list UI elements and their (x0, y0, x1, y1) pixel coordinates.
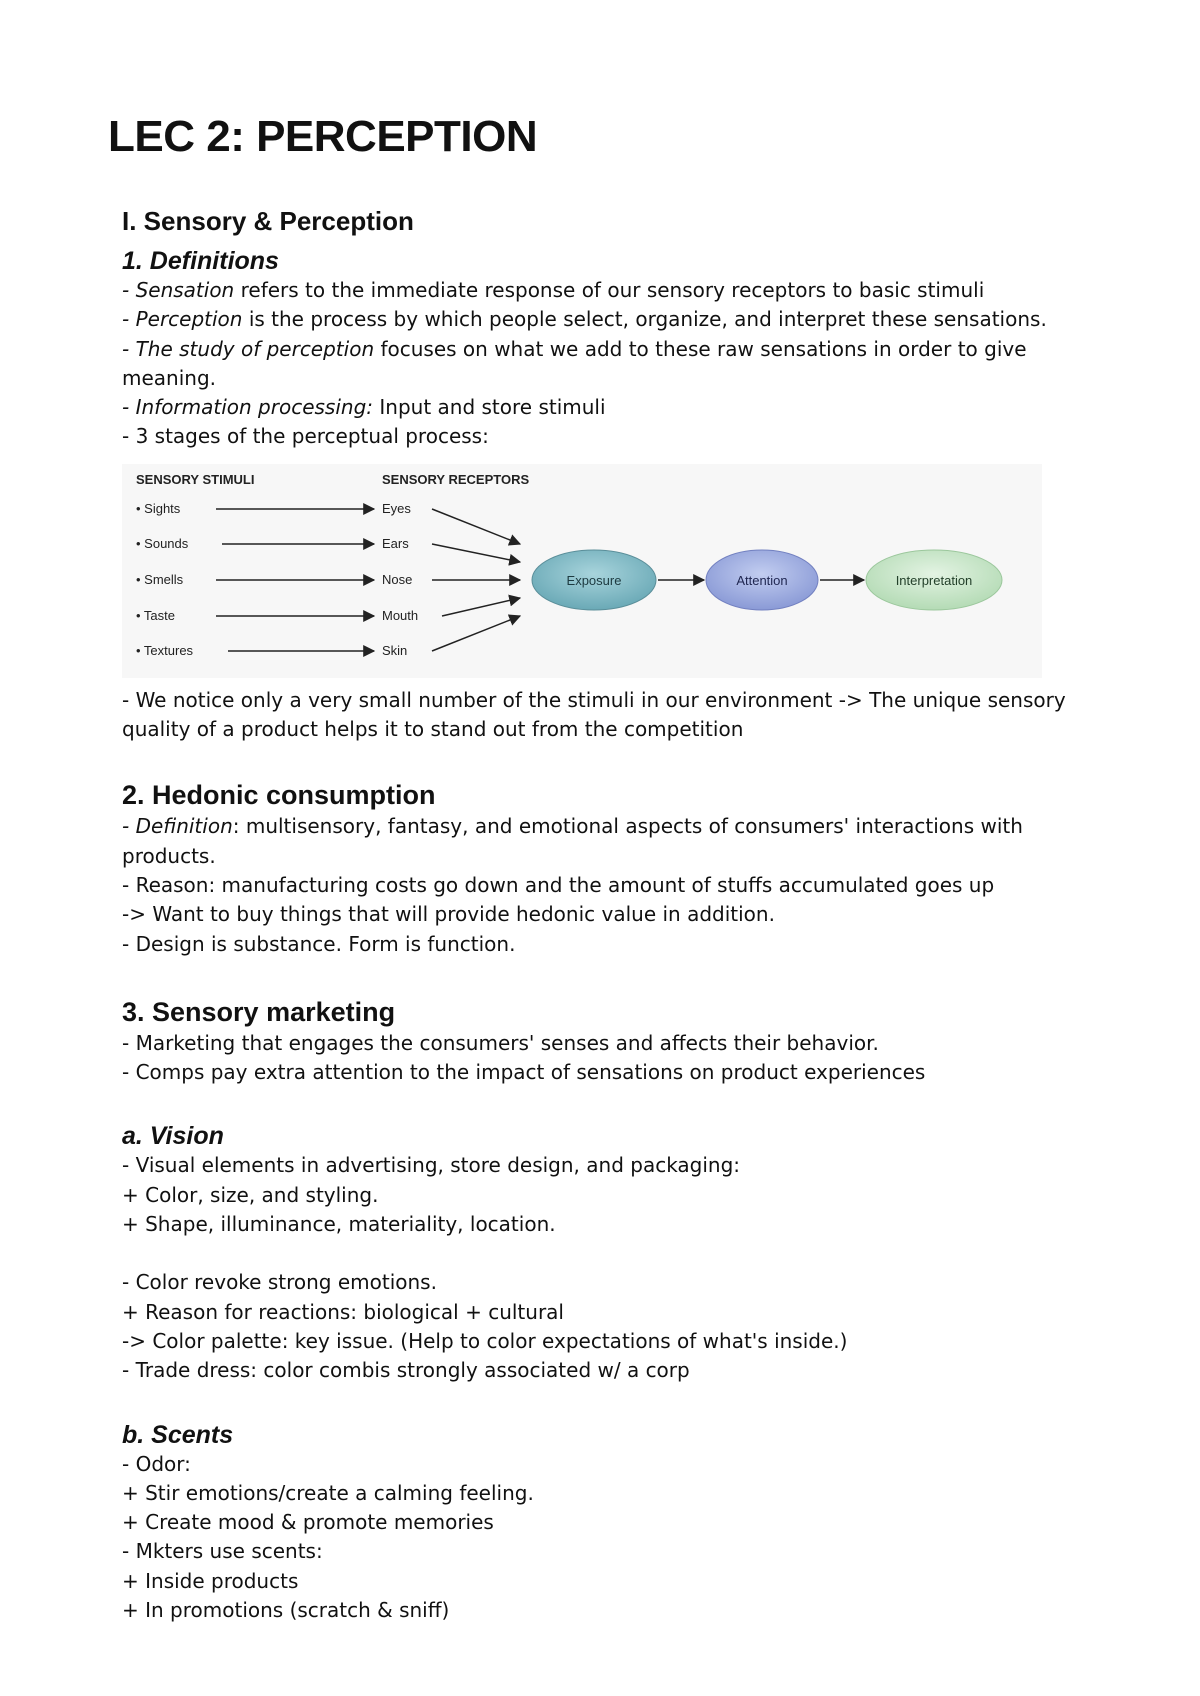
perceptual-process-diagram (122, 464, 1042, 678)
sensory-line-1: - Marketing that engages the consumers' senses and affects their behavior. (122, 1030, 879, 1055)
definition-perception: - Perception is the process by which people select, organize, and interpret these sensations. (122, 307, 1047, 332)
hedonic-reason: - Reason: manufacturing costs go down and the amount of stuffs accumulated goes up (122, 872, 995, 897)
scents-line-6: + In promotions (scratch & sniff) (122, 1598, 450, 1623)
vision-color-line-2: + Reason for reactions: biological + cultural (122, 1299, 564, 1324)
page-title: LEC 2: PERCEPTION (108, 112, 538, 161)
stimuli-notice-note: - We notice only a very small number of the stimuli in our environment -> The unique sensory quality of a product helps it to stand out from the competition (122, 687, 1066, 742)
sensory-line-2: - Comps pay extra attention to the impact of sensations on product experiences (122, 1060, 926, 1085)
stimulus-textures: • Textures (136, 642, 194, 658)
vision-color-line-1: - Color revoke strong emotions. (122, 1270, 437, 1295)
vision-line-3: + Shape, illuminance, materiality, location. (122, 1212, 556, 1237)
hedonic-design: - Design is substance. Form is function. (122, 931, 516, 956)
receptor-skin: Skin (382, 642, 408, 658)
receptor-nose: Nose (382, 571, 413, 587)
receptor-ears: Ears (382, 535, 409, 551)
subheading-sensory-marketing: 3. Sensory marketing (122, 996, 396, 1027)
hedonic-want: -> Want to buy things that will provide hedonic value in addition. (122, 902, 775, 927)
receptor-mouth: Mouth (382, 607, 419, 623)
content (122, 246, 1102, 1625)
definition-study-of-perception: - The study of perception focuses on what we add to these raw sensations in order to give meaning. (122, 336, 1027, 390)
spacer (122, 1087, 1102, 1121)
scents-line-1: - Odor: (122, 1451, 191, 1476)
subheading-vision: a. Vision (122, 1122, 224, 1151)
hedonic-definition: - Definition: multisensory, fantasy, and emotional aspects of consumers' interactions with products. (122, 814, 1023, 868)
receptors-header: SENSORY RECEPTORS (382, 471, 530, 487)
stimulus-sights: • Sights (136, 500, 181, 516)
definition-information-processing: - Information processing: Input and store stimuli (122, 395, 606, 420)
subheading-hedonic-consumption: 2. Hedonic consumption (122, 780, 436, 811)
stage-interpretation-label: Interpretation (895, 572, 973, 588)
scents-line-5: + Inside products (122, 1568, 299, 1593)
stimulus-taste: • Taste (136, 607, 175, 623)
spacer (122, 1239, 1102, 1268)
stage-exposure-label: Exposure (566, 572, 622, 588)
spacer (122, 1386, 1102, 1420)
subheading-definitions: 1. Definitions (122, 247, 279, 275)
diagram-canvas (122, 464, 1042, 678)
vision-line-2: + Color, size, and styling. (122, 1182, 379, 1207)
stage-attention-label: Attention (736, 572, 788, 588)
spacer (122, 959, 1102, 995)
subheading-scents: b. Scents (122, 1420, 234, 1449)
stimulus-smells: • Smells (136, 571, 184, 587)
scents-line-4: - Mkters use scents: (122, 1539, 323, 1564)
vision-line-1: - Visual elements in advertising, store design, and packaging: (122, 1153, 741, 1178)
scents-line-3: + Create mood & promote memories (122, 1510, 494, 1535)
stimuli-header: SENSORY STIMULI (136, 471, 255, 487)
scents-line-2: + Stir emotions/create a calming feeling. (122, 1480, 534, 1505)
definition-sensation: - Sensation refers to the immediate response of our sensory receptors to basic stimuli (122, 278, 985, 302)
section-heading-sensory-perception: I. Sensory & Perception (122, 206, 414, 236)
stimulus-sounds: • Sounds (136, 535, 189, 551)
vision-color-line-3: -> Color palette: key issue. (Help to color expectations of what's inside.) (122, 1328, 848, 1353)
spacer (122, 744, 1102, 778)
stages-intro: - 3 stages of the perceptual process: (122, 424, 489, 449)
vision-color-line-4: - Trade dress: color combis strongly associated w/ a corp (122, 1358, 690, 1383)
receptor-eyes: Eyes (382, 500, 411, 516)
